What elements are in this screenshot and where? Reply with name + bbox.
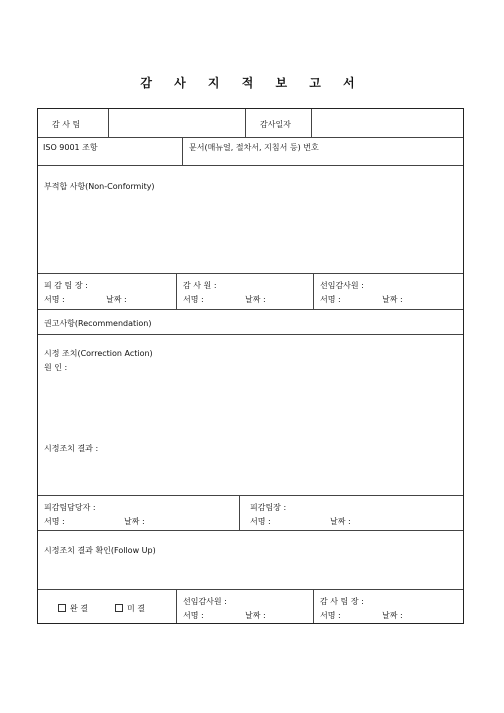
audit-team-leader-sign[interactable] <box>313 590 463 623</box>
iso-clause-label: ISO 9001 조항 <box>43 143 98 152</box>
audit-team-row <box>38 109 463 138</box>
date-label: 날짜 : <box>245 295 266 304</box>
cause-label: 원 인 : <box>44 363 68 372</box>
date-label: 날짜 : <box>245 611 266 620</box>
audit-date-label: 감사일자 <box>260 120 291 129</box>
lead-auditor-sign[interactable] <box>313 274 463 309</box>
auditee-staff-label: 피감팀담당자 : <box>44 503 96 512</box>
sign-label: 서명 : <box>183 295 204 304</box>
correction-label: 시정 조치(Correction Action) <box>44 349 153 358</box>
checkbox-icon <box>58 604 66 612</box>
lead-auditor-final-label: 선임감사원 : <box>183 597 227 606</box>
document-number-field[interactable] <box>182 138 463 165</box>
clause-row <box>38 138 463 166</box>
correction-result-label: 시정조치 결과 : <box>44 444 99 453</box>
checkbox-icon <box>115 604 123 612</box>
nonconformity-section[interactable] <box>38 166 463 274</box>
sign-label: 서명 : <box>250 517 271 526</box>
correction-section[interactable] <box>38 335 463 496</box>
date-label: 날짜 : <box>382 611 403 620</box>
auditee-manager-sign-2[interactable] <box>239 496 463 530</box>
document-number-label: 문서(매뉴얼, 절차서, 지침서 등) 번호 <box>189 143 319 152</box>
incomplete-label: 미 결 <box>127 604 145 613</box>
auditee-manager-label: 피 감 팀 장 : <box>44 281 88 290</box>
date-label: 날짜 : <box>106 295 127 304</box>
recommendation-label: 권고사항(Recommendation) <box>44 319 152 328</box>
auditee-manager-label-2: 피감팀장 : <box>250 503 287 512</box>
sign-label: 서명 : <box>183 611 204 620</box>
lead-auditor-label: 선임감사원 : <box>320 281 364 290</box>
auditee-staff-sign[interactable] <box>38 496 239 530</box>
sign-label: 서명 : <box>320 295 341 304</box>
audit-team-field[interactable] <box>108 109 245 137</box>
signature-row-2 <box>38 496 463 531</box>
complete-label: 완 결 <box>70 604 88 613</box>
final-row <box>38 590 463 623</box>
sign-label: 서명 : <box>44 295 65 304</box>
completion-status <box>38 590 176 623</box>
audit-report-form <box>37 108 464 624</box>
signature-row-1 <box>38 274 463 310</box>
date-label: 날짜 : <box>382 295 403 304</box>
followup-label: 시정조치 결과 확인(Follow Up) <box>44 546 156 555</box>
audit-date-field[interactable] <box>311 109 463 137</box>
iso-clause-field[interactable] <box>38 138 182 165</box>
audit-team-label: 감 사 팀 <box>52 120 81 129</box>
date-label: 날짜 : <box>330 517 351 526</box>
nonconformity-label: 부적합 사항(Non-Conformity) <box>44 182 155 191</box>
sign-label: 서명 : <box>44 517 65 526</box>
document-title: 감 사 지 적 보 고 서 <box>140 76 364 90</box>
auditee-manager-sign[interactable] <box>38 274 176 309</box>
complete-checkbox[interactable] <box>58 603 88 614</box>
audit-team-leader-label: 감 사 팀 장 : <box>320 597 364 606</box>
lead-auditor-final-sign[interactable] <box>176 590 313 623</box>
auditor-label: 감 사 원 : <box>183 281 217 290</box>
auditor-sign[interactable] <box>176 274 313 309</box>
date-label: 날짜 : <box>124 517 145 526</box>
followup-section[interactable] <box>38 531 463 590</box>
sign-label: 서명 : <box>320 611 341 620</box>
incomplete-checkbox[interactable] <box>115 603 145 614</box>
recommendation-section[interactable] <box>38 310 463 335</box>
